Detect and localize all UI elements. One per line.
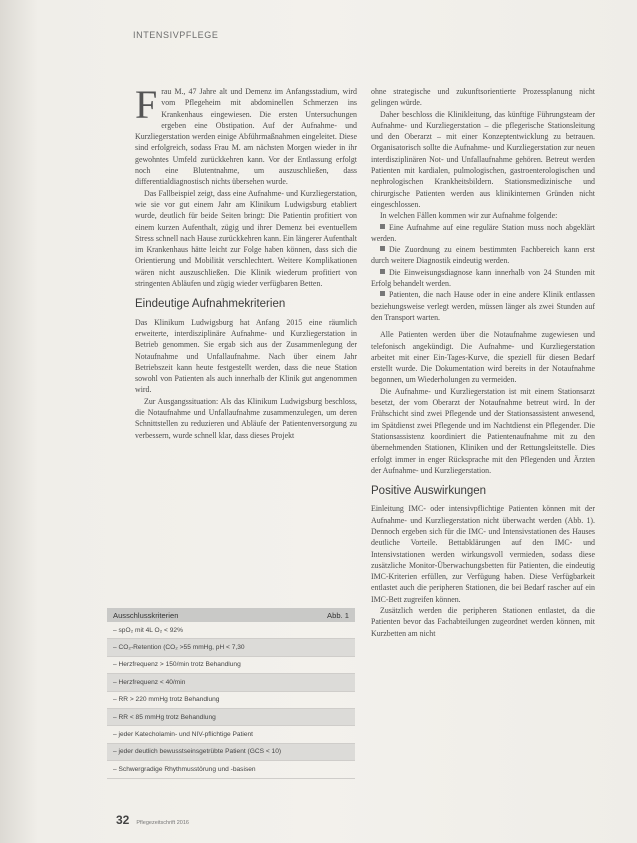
- body-paragraph: Das Klinikum Ludwigsburg hat Anfang 2015 eine räumlich erweiterte, interdisziplinäre Aufnahme- und Kurzliegerstation in Betrieb genommen. Sie ergab sich aus der Zusammenlegung der Notaufnahme und Unfallaufnahme. Nach über einem Jahr Betriebszeit kann heute festgestellt werden, dass die neue Station sowohl von Patienten als auch innerhalb der Klinik gut angenommen wird.: [135, 317, 357, 395]
- section-heading: Eindeutige Aufnahmekriterien: [135, 298, 286, 311]
- square-bullet-icon: [380, 224, 385, 229]
- page-number: 32: [116, 813, 130, 827]
- right-column: [371, 86, 595, 639]
- section-label: INTENSIVPFLEGE: [133, 30, 219, 40]
- body-paragraph: Zusätzlich werden die peripheren Stationen entlastet, da die Patienten bevor das Fachabteilungen zugeordnet werden können, mit Kurzbetten am nicht: [371, 606, 595, 638]
- square-bullet-icon: [380, 246, 385, 251]
- body-paragraph: ohne strategische und zukunftsorientierte Prozessplanung nicht gelingen würde.: [371, 87, 595, 108]
- body-paragraph: In welchen Fällen kommen wir zur Aufnahme folgende:: [380, 211, 558, 221]
- criteria-row: – Herzfrequenz > 150/min trotz Behandlung: [107, 657, 355, 674]
- box-header: [107, 608, 355, 622]
- body-paragraph: Zur Ausgangssituation: Als das Klinikum Ludwigsburg beschloss, die Notaufnahme und Unfallaufnahme zusammenzulegen, um deren Schnittstellen zu reduzieren und Abläufe der Patientenversorgung zu verbessern, wurde schnell klar, dass dieses Projekt: [135, 396, 357, 440]
- section-heading: Positive Auswirkungen: [371, 485, 487, 498]
- box-title: Ausschlusskriterien: [113, 610, 179, 620]
- criteria-bullet: [371, 244, 595, 267]
- criteria-bullet: [371, 289, 595, 323]
- criteria-row: – CO₂-Retention (CO₂ >55 mmHg, pH < 7,30: [107, 639, 355, 656]
- bullet-text: Eine Aufnahme auf eine reguläre Station muss noch abgeklärt werden.: [371, 222, 595, 243]
- body-paragraph: Daher beschloss die Klinikleitung, das künftige Führungsteam der Aufnahme- und Kurzliegerstation – die pflegerische Stationsleitung und den Oberarzt – mit einer Konzeptentwicklung zu betrauen. Organisatorisch sollte die Aufnahme- und Kurzliegerstation zur neuen interdisziplinären Not- und Unfallaufnahme gehören. Betreut werden Patienten mit kardialen, pulmologischen, gastroenterologischen und nephrologischen Krankheitsbildern. Stationsmedizinische und chirurgische Patienten werden aus klinikinternen Gründen nicht eingeschlossen.: [371, 109, 595, 209]
- criteria-row: – RR > 220 mmHg trotz Behandlung: [107, 692, 355, 709]
- criteria-bullet: [371, 267, 595, 290]
- criteria-row: – jeder Katecholamin- und NIV-pflichtige Patient: [107, 726, 355, 743]
- square-bullet-icon: [380, 269, 385, 274]
- criteria-row: – RR < 85 mmHg trotz Behandlung: [107, 709, 355, 726]
- square-bullet-icon: [380, 291, 385, 296]
- intro-text: rau M., 47 Jahre alt und Demenz im Anfangsstadium, wird vom Pflegeheim mit abdominellen Schmerzen ins Krankenhaus eingewiesen. Die ersten Untersuchungen ergeben eine Obstipation. Auf der Aufnahme- und Kurzliegerstation werden einige Abführmaßnahmen eingeleitet. Diese sind erfolgreich, sodass Frau M. am nächsten Morgen wieder in ihr gewohntes Umfeld zurückkehren kann. Vor der Entlassung erfolgt noch eine Blutentnahme, um auszuschließen, dass differentialdiagnostisch nichts übersehen wurde.: [135, 87, 357, 187]
- bullet-text: Die Zuordnung zu einem bestimmten Fachbereich kann erst durch weitere Diagnostik eindeutig werden.: [371, 245, 595, 266]
- intro-paragraph: [135, 82, 357, 188]
- body-paragraph: Das Fallbeispiel zeigt, dass eine Aufnahme- und Kurzliegerstation, wie sie vor gut einem Jahr am Klinikum Ludwigsburg etabliert wurde, deutlich für beide Seiten bringt: Die Patientin profitiert von einem kurzen Aufenthalt, zügig und ihrer Demenz bei eventuellem Stress schnell nach Hause zurückkehren kann. Ein längerer Aufenthalt im Krankenhaus hätte leicht zur Folge haben können, dass sich die Orientierung und Mobilität verschlechtert. Weitere Komplikationen wären nicht auszuschließen. Die Klinik wiederum profitiert von stringenten Abläufen und zügig wieder verfügbaren Betten.: [135, 188, 357, 289]
- bullet-text: Patienten, die nach Hause oder in eine andere Klinik entlassen beziehungsweise verlegt werden, müssen länger als zwei Stunden auf den Transport warten.: [371, 290, 595, 322]
- figure-label: Abb. 1: [327, 610, 349, 620]
- criteria-row: – Herzfrequenz < 40/min: [107, 674, 355, 691]
- exclusion-criteria-box: [107, 608, 355, 779]
- criteria-row: – spO₂ mit 4L O₂ < 92%: [107, 622, 355, 639]
- criteria-row: – Schwergradige Rhythmusstörung und -basisen: [107, 761, 355, 778]
- body-paragraph: Die Aufnahme- und Kurzliegerstation ist mit einem Stationsarzt besetzt, der vom Oberarzt der Notaufnahme betreut wird. In der Frühschicht sind zwei Pflegende und der Stationsassistent anwesend, im Spätdienst zwei Pflegende und im Nachtdienst ein Pflegender. Die Stationsassistenz koordiniert die Patientenaufnahme mit zu den übernehmenden Stationen, Kliniken und der Rettungsleitstelle. Dies erfolgt immer in enger Rücksprache mit den Pflegenden und Ärzten der Aufnahme- und Kurzliegerstation.: [371, 386, 595, 475]
- criteria-bullet: [371, 222, 595, 245]
- left-column: [135, 82, 357, 441]
- journal-name: Pflegezeitschrift 2016: [136, 820, 189, 826]
- body-paragraph: Einleitung IMC- oder intensivpflichtige Patienten können mit der Aufnahme- und Kurzliegerstation nicht überwacht werden (Abb. 1). Dennoch ergeben sich für die IMC- und Intensivstationen des Hauses deutliche Vorteile. Bettabklärungen auf den IMC- und Intensivstationen werden wirkungsvoll vermieden, sodass diese zusätzliche Monitor-Überwachungsbetten für Patienten, die eindeutig IMC-Kriterien erfüllen, zur Verfügung haben. Diese Verfügbarkeit entlastet auch die peripheren Stationen, die bei Bedarf rascher auf ein IMC-Bett zugreifen können.: [371, 504, 595, 604]
- drop-cap: F: [135, 82, 158, 127]
- page-footer: [116, 813, 189, 827]
- bullet-text: Die Einweisungsdiagnose kann innerhalb von 24 Stunden mit Erfolg behandelt werden.: [371, 267, 595, 289]
- criteria-row: – jeder deutlich bewusstseinsgetrübte Patient (GCS < 10): [107, 744, 355, 761]
- body-paragraph: Alle Patienten werden über die Notaufnahme zugewiesen und telefonisch angekündigt. Die Aufnahme- und Kurzliegerstation arbeitet mit einer Ein-Tages-Kurve, die speziell für diesen Bedarf erstellt wurde. Die Dokumentation wird bereits in der Notaufnahme begonnen, um Wiederholungen zu vermeiden.: [371, 330, 595, 385]
